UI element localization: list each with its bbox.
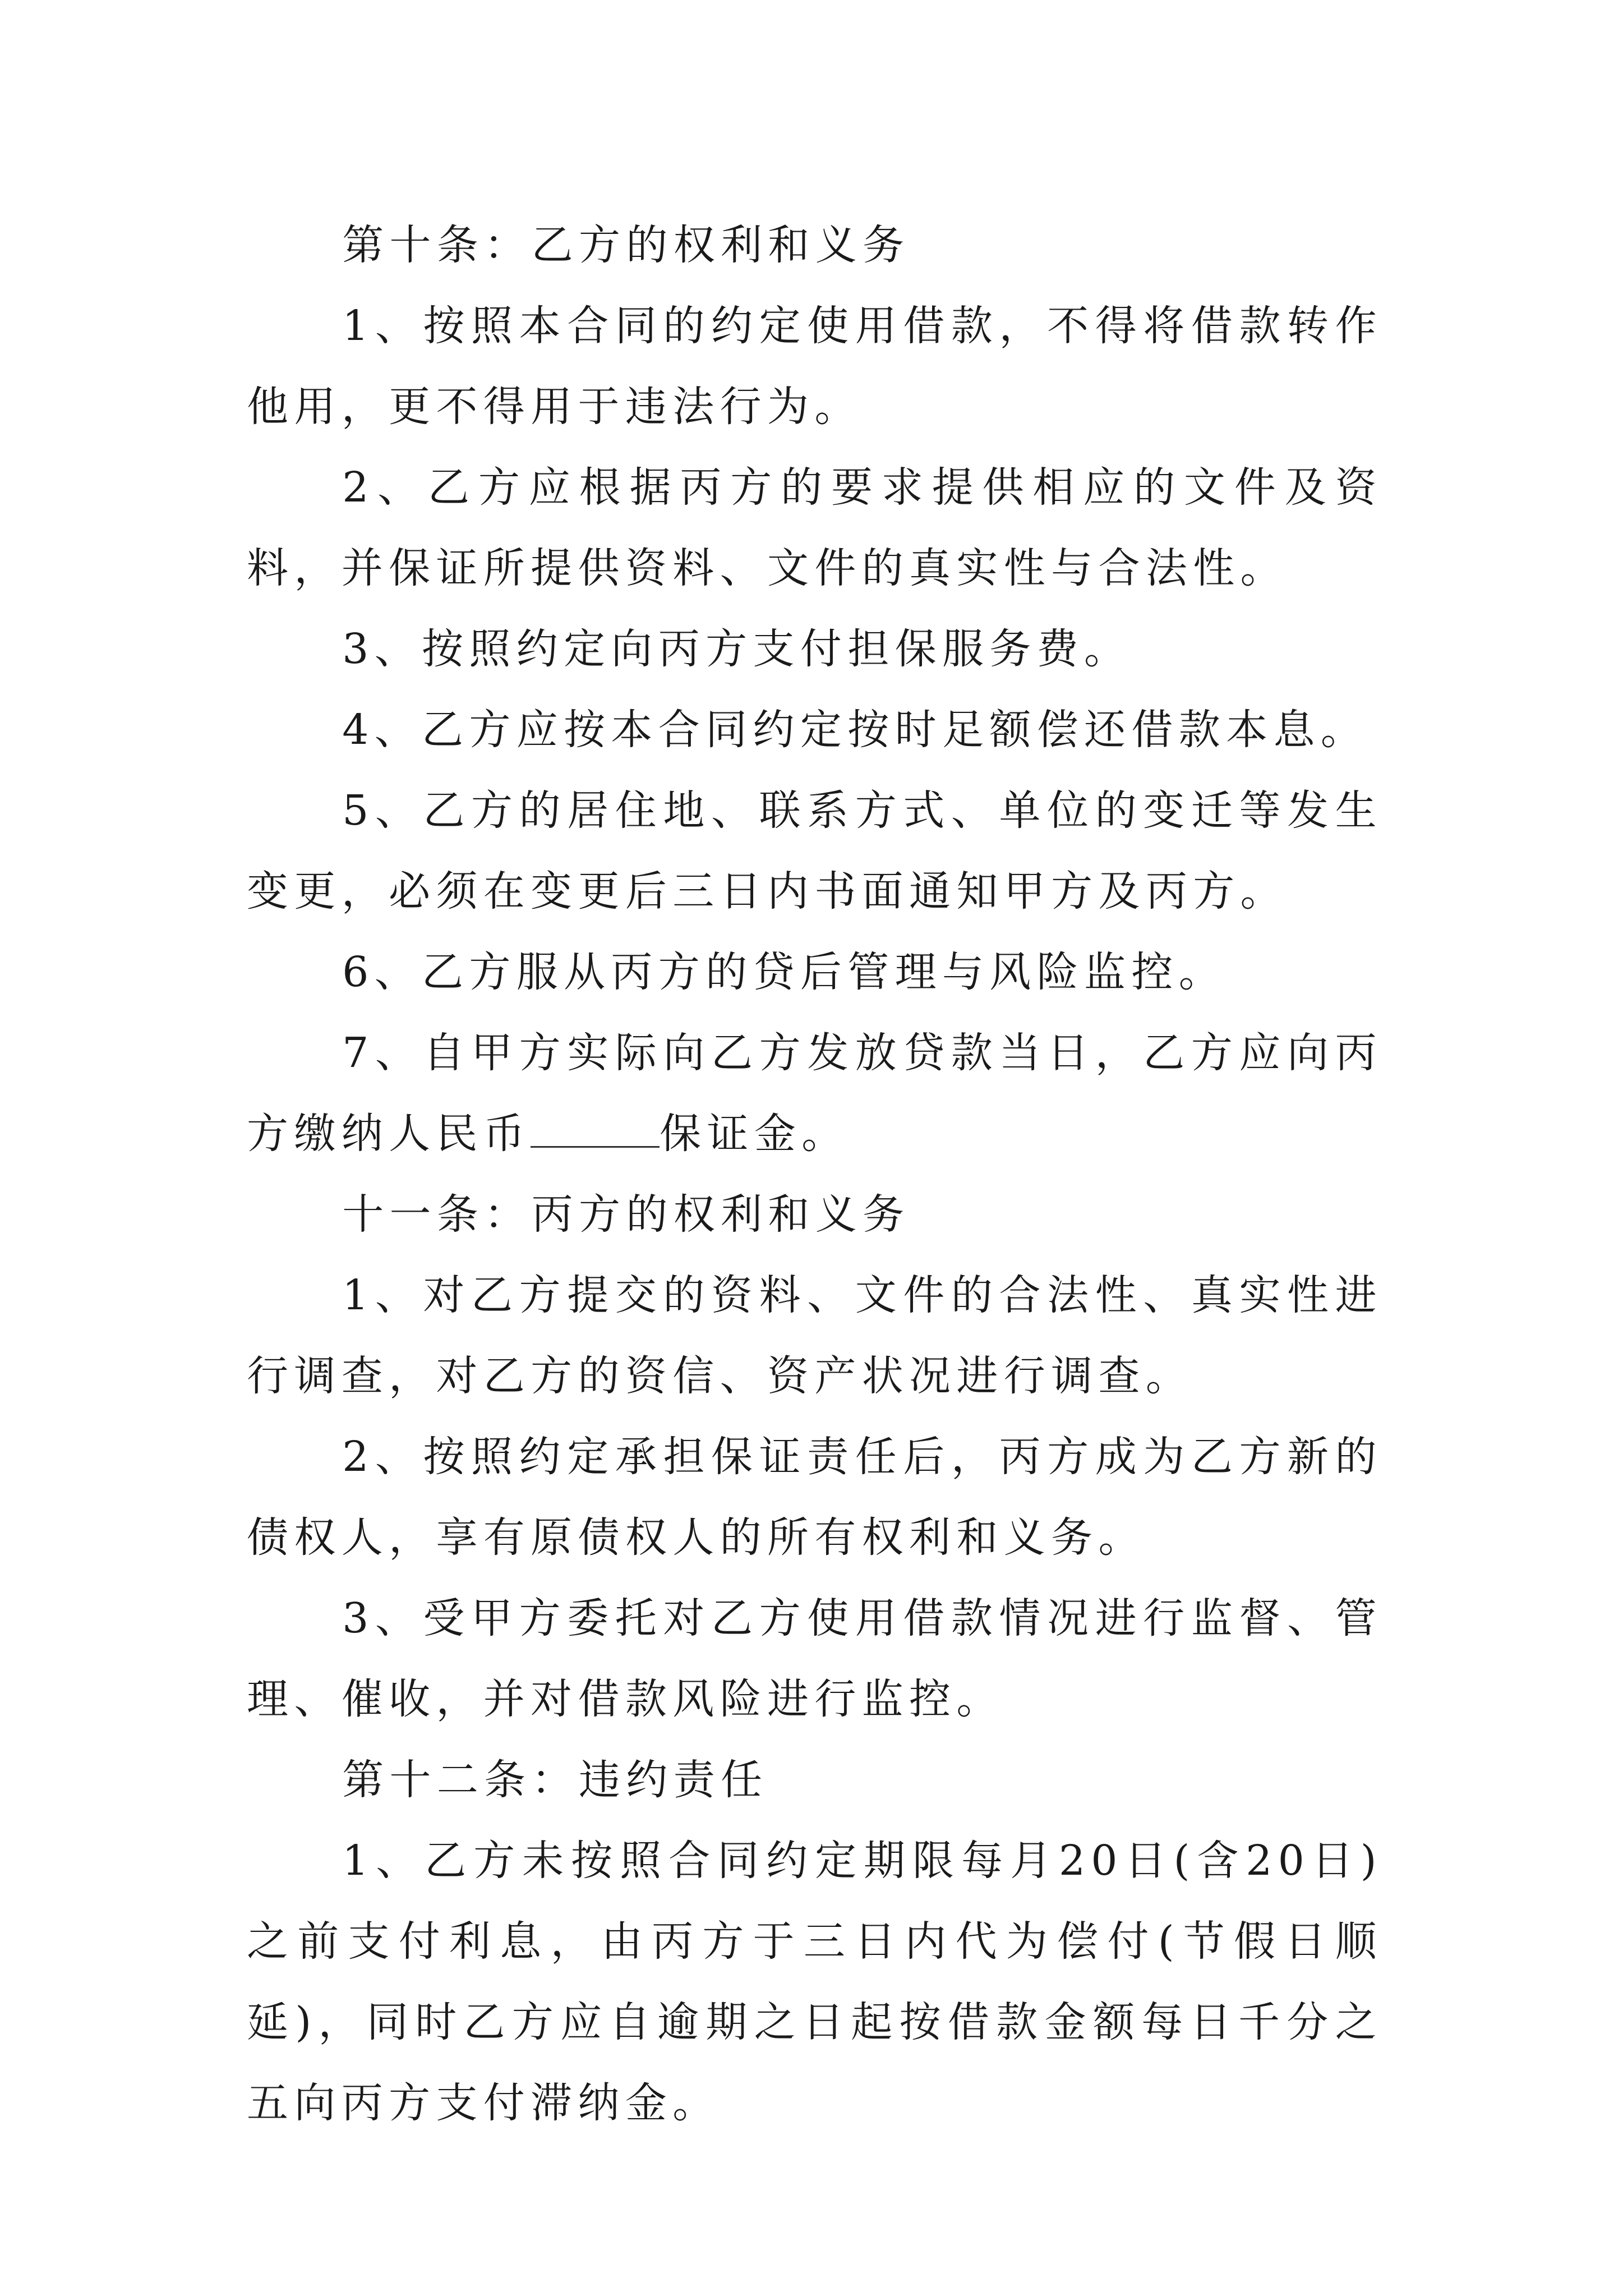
article-10-item-7-text: 7、自甲方实际向乙方发放贷款当日，乙方应向丙方缴纳人民币 <box>247 1029 1382 1158</box>
article-11-item-3: 3、受甲方委托对乙方使用借款情况进行监督、管理、催收，并对借款风险进行监控。 <box>247 1594 1382 1723</box>
article-10-item-6: 6、乙方服从丙方的贷后管理与风险监控。 <box>342 948 1227 996</box>
article-11-item-1: 1、对乙方提交的资料、文件的合法性、真实性进行调查，对乙方的资信、资产状况进行调查。 <box>247 1271 1382 1400</box>
article-12-heading: 第十二条：违约责任 <box>342 1756 768 1804</box>
article-10-item-7-tail: 保证金。 <box>660 1110 849 1158</box>
article-10-item-4: 4、乙方应按本合同约定按时足额偿还借款本息。 <box>342 706 1368 754</box>
article-10-item-2: 2、乙方应根据丙方的要求提供相应的文件及资料，并保证所提供资料、文件的真实性与合法性。 <box>247 463 1382 592</box>
article-10-item-3: 3、按照约定向丙方支付担保服务费。 <box>342 625 1132 673</box>
document-body <box>247 205 1382 2143</box>
article-11-heading: 十一条：丙方的权利和义务 <box>342 1190 910 1239</box>
article-12-item-1: 1、乙方未按照合同约定期限每月20日(含20日)之前支付利息，由丙方于三日内代为偿付(节假日顺延)，同时乙方应自逾期之日起按借款金额每日千分之五向丙方支付滞纳金。 <box>247 1837 1382 2127</box>
deposit-amount-blank <box>531 1107 660 1148</box>
article-11-item-2: 2、按照约定承担保证责任后，丙方成为乙方新的债权人，享有原债权人的所有权利和义务。 <box>247 1433 1382 1562</box>
article-10-item-7 <box>247 1013 1382 1174</box>
article-10-heading: 第十条：乙方的权利和义务 <box>342 221 910 269</box>
article-10-item-5: 5、乙方的居住地、联系方式、单位的变迁等发生变更，必须在变更后三日内书面通知甲方及丙方。 <box>247 786 1382 915</box>
article-10-item-1: 1、按照本合同的约定使用借款，不得将借款转作他用，更不得用于违法行为。 <box>247 302 1382 431</box>
